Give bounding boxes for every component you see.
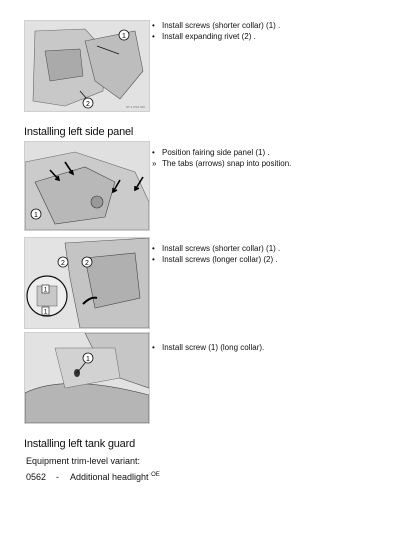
callout-number: 1 [43, 287, 48, 294]
figure-position-side-panel [24, 141, 150, 231]
figure-install-screws-collars [24, 237, 150, 329]
list-item: • Install screws (shorter collar) (1) . [152, 21, 281, 30]
callout-number: 2 [86, 101, 90, 108]
figure-install-screw-long-collar [24, 332, 150, 424]
bullet-list-step-3 [152, 243, 407, 265]
figure-1-drawing [25, 21, 149, 111]
list-item: • Install screws (longer collar) (2) . [152, 255, 278, 264]
callout-number: 1 [43, 309, 48, 316]
list-item: • Install expanding rivet (2) . [152, 32, 256, 41]
callout-number: 2 [61, 260, 65, 267]
list-item: » The tabs (arrows) snap into position. [152, 159, 292, 168]
equipment-name-row [70, 472, 160, 482]
list-item: • Position fairing side panel (1) . [152, 148, 270, 157]
bullet-list-step-1 [152, 20, 407, 42]
callout-number: 1 [34, 212, 38, 219]
bullet-list-step-2 [152, 147, 407, 169]
section-title-left-side-panel: Installing left side panel [24, 126, 134, 138]
list-item: • Install screws (shorter collar) (1) . [152, 244, 281, 253]
section-title-left-tank-guard: Installing left tank guard [24, 438, 135, 450]
figure-code: NT 3 OSZ 000 [125, 105, 145, 109]
callout-number: 1 [122, 33, 126, 40]
bullet-list-step-4 [152, 342, 407, 353]
figure-install-screws-rivet [24, 20, 150, 112]
equipment-sup: OE [151, 472, 160, 478]
equipment-name: Additional headlight [70, 472, 149, 482]
equipment-variant-label: Equipment trim-level variant: [26, 456, 141, 466]
callout-number: 1 [86, 356, 90, 363]
figure-2-drawing [25, 142, 149, 230]
figure-4-drawing [25, 333, 149, 423]
callout-number: 2 [85, 260, 89, 267]
equipment-code: 0562 [26, 472, 47, 482]
figure-3-drawing [25, 238, 149, 328]
equipment-dash: - [56, 472, 59, 482]
list-item: • Install screw (1) (long collar). [152, 343, 265, 352]
